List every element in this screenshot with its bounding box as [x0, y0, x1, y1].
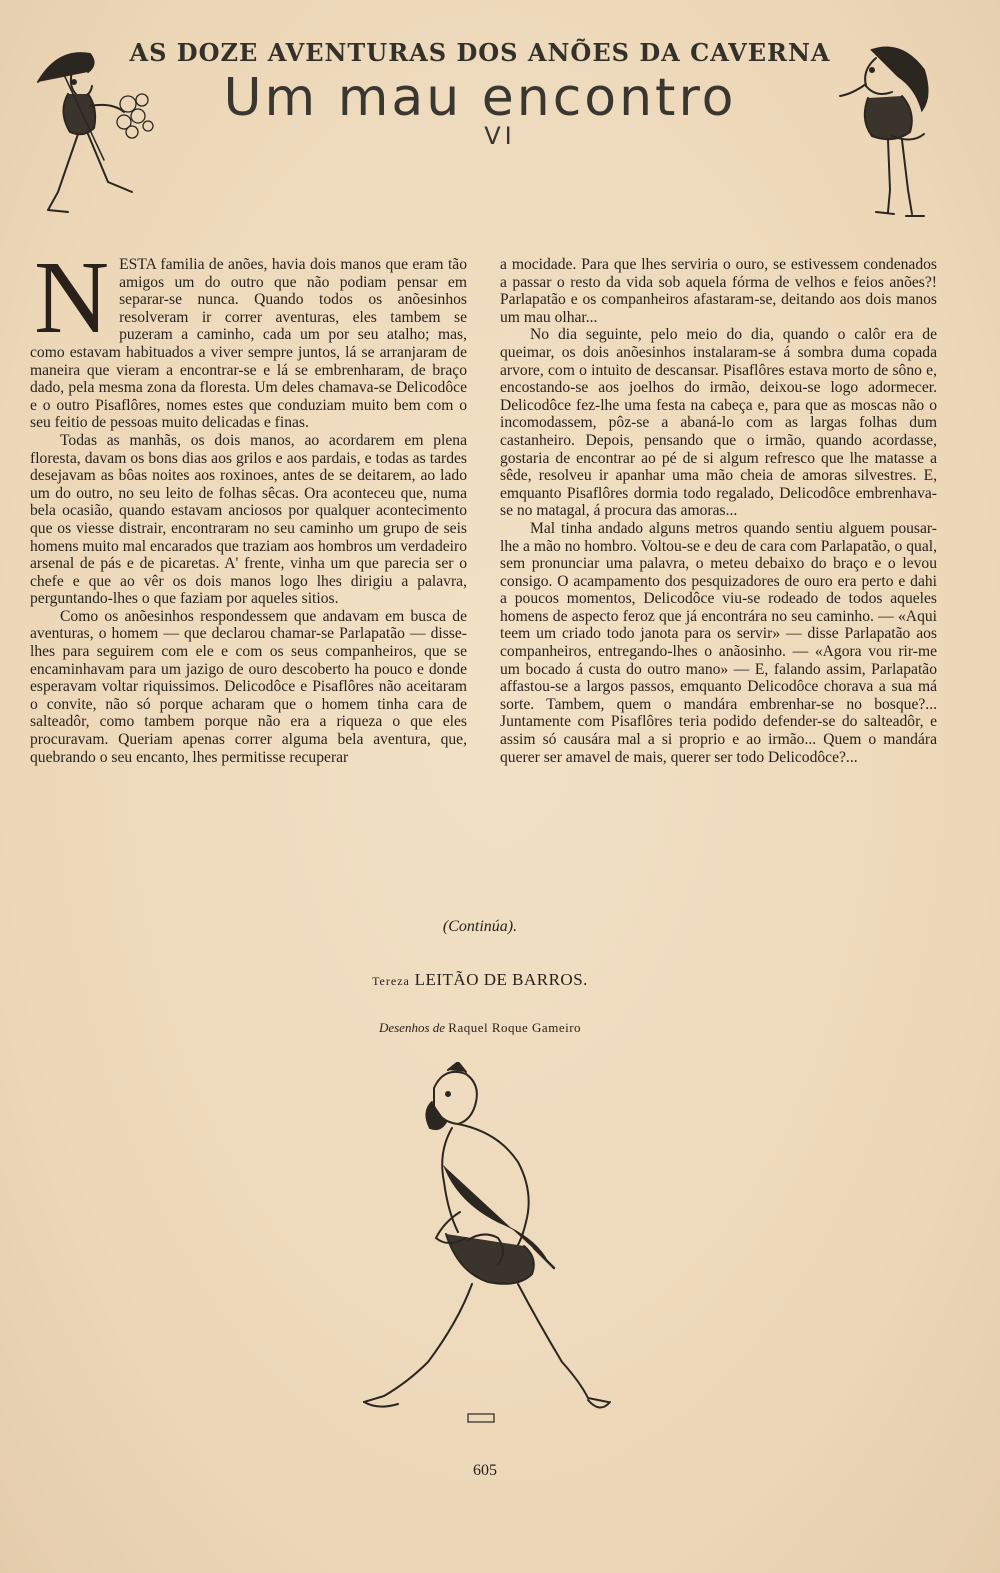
paragraph: Todas as manhãs, os dois manos, ao acordarem em plena floresta, davam os bons dias aos grilos e aos pardais, e todas as tardes desejavam as bôas noites aos roxinoes, antes de se deitarem, ao lado um do outro, no seu leito de folhas sêcas. Ora aconteceu que, numa bela ocasião, quando estavam anciosos por qualquer acontecimento que os viesse distrair, encontraram no seu caminho um grupo de seis homens muito mal encarados que traziam aos hombros um verdadeiro arsenal de pás e de picaretas. A' frente, vinha um que parecia ser o chefe e que ao vêr os dois manos logo lhes dirigiu a palavra, perguntando-lhes o que faziam por aqueles sitios.	[30, 431, 467, 608]
chapter-number: VI	[484, 122, 516, 150]
credits-prefix: Desenhos de	[378, 1020, 446, 1035]
dwarf-bouquet-illustration	[28, 42, 156, 217]
article-column-left	[30, 240, 467, 766]
author-first-name: Tereza	[372, 974, 410, 988]
illustration-credits	[0, 1020, 960, 1036]
paragraph: Mal tinha andado alguns metros quando sentiu alguem pousar-lhe a mão no hombro. Voltou-se e deu de cara com Parlapatão, o qual, sem pronunciar uma palavra, o meteu debaixo do braço e o levou consigo. O acampamento dos pesquizadores de ouro era perto e dahi a poucos momentos, Delicodôce viu-se rodeado de todos aqueles homens de aspecto feroz que já encontrára no seu caminho. — «Aqui teem um criado todo janota para os servir» — disse Parlapatão aos companheiros, entregando-lhes o anãosinho. — «Agora vou rir-me um bocado á custa do outro mano» — E, falando assim, Parlapatão affastou-se a largos passos, emquanto Delicodôce chorava a sua má sorte. Tambem, quem o mandára embrenhar-se no bosque?... Juntamente com Pisaflôres teria podido defender-se do salteadôr, e assim só causára mal a si proprio e ao irmão... Quem o mandára querer ser amavel de mais, querer ser todo Delicodôce?...	[500, 519, 937, 766]
to-be-continued: (Continúa).	[442, 918, 518, 935]
author-signature	[0, 970, 960, 990]
paragraph: a mocidade. Para que lhes serviria o ouro, se estivessem condenados a passar o resto da vida sob aquela fórma de velhos e feios anões?! Parlapatão e os companheiros afastaram-se, deitando aos dois manos um mau olhar...	[500, 256, 937, 326]
drop-cap: N	[34, 240, 110, 355]
dwarf-cap-illustration	[832, 40, 937, 220]
paragraph: No dia seguinte, pelo meio do dia, quando o calôr era de queimar, os dois anõesinhos instalaram-se á sombra duma copada arvore, com o intuito de descansar. Pisaflôres estava morto de sôno e, encostando-se aos joelhos do irmão, deixou-se logo adormecer. Delicodôce fez-lhe uma festa na cabeça e, para que as moscas não o incomodassem, pôz-se a abaná-lo com as largas folhas dum castanheiro. Depois, pensando que o irmão, quando acordasse, gostaria de encontrar ao pé de si algum refresco que lhe matasse a sêde, resolveu ir apanhar uma mão cheia de amoras silvestres. E, emquanto Pisaflôres dormia todo regalado, Delicodôce embrenhava-se no matagal, á procura das amoras...	[500, 326, 937, 520]
story-title: Um mau encontro	[223, 68, 737, 128]
credits-artist: Raquel Roque Gameiro	[448, 1020, 582, 1035]
paragraph: ESTA familia de anões, havia dois manos que eram tão amigos um do outro que não podiam pensar em separar-se nunca. Quando todos os anõesinhos resolveram ir correr aventuras, eles tambem se puzeram a caminho, cada um por seu atalho; mas, como estavam habituados a viver sempre juntos, lá se arranjaram de maneira que vieram a encontrar-se e lá se embrenharam, de braço dado, pela mesma zona da floresta. Um deles chamava-se Delicodôce e o outro Pisaflôres, nomes estes que conduziam muito bem com o seu feitio de pessoas muito delicadas e finas.	[30, 256, 467, 432]
article-column-right	[500, 256, 937, 766]
page-number: 605	[473, 1462, 497, 1479]
paragraph: Como os anõesinhos respondessem que andavam em busca de aventuras, o homem — que declarou chamar-se Parlapatão — disse-lhes para seguirem com ele e com os seus companheiros, que se encaminhavam para um jazigo de ouro descoberto ha pouco e donde esperavam voltar riquissimos. Delicodôce e Pisaflôres não aceitaram o convite, não só porque acharam que o homem tinha cara de salteadôr, como tambem porque não era a riqueza o que eles procuravam. Queriam apenas correr alguma bela aventura, que, quebrando o seu encanto, lhes permitisse recuperar	[30, 607, 467, 766]
series-title: AS DOZE AVENTURAS DOS ANÕES DA CAVERNA	[129, 38, 831, 67]
ogre-carrying-dwarf-illustration	[348, 1062, 628, 1432]
author-surname: LEITÃO DE BARROS.	[414, 970, 588, 989]
